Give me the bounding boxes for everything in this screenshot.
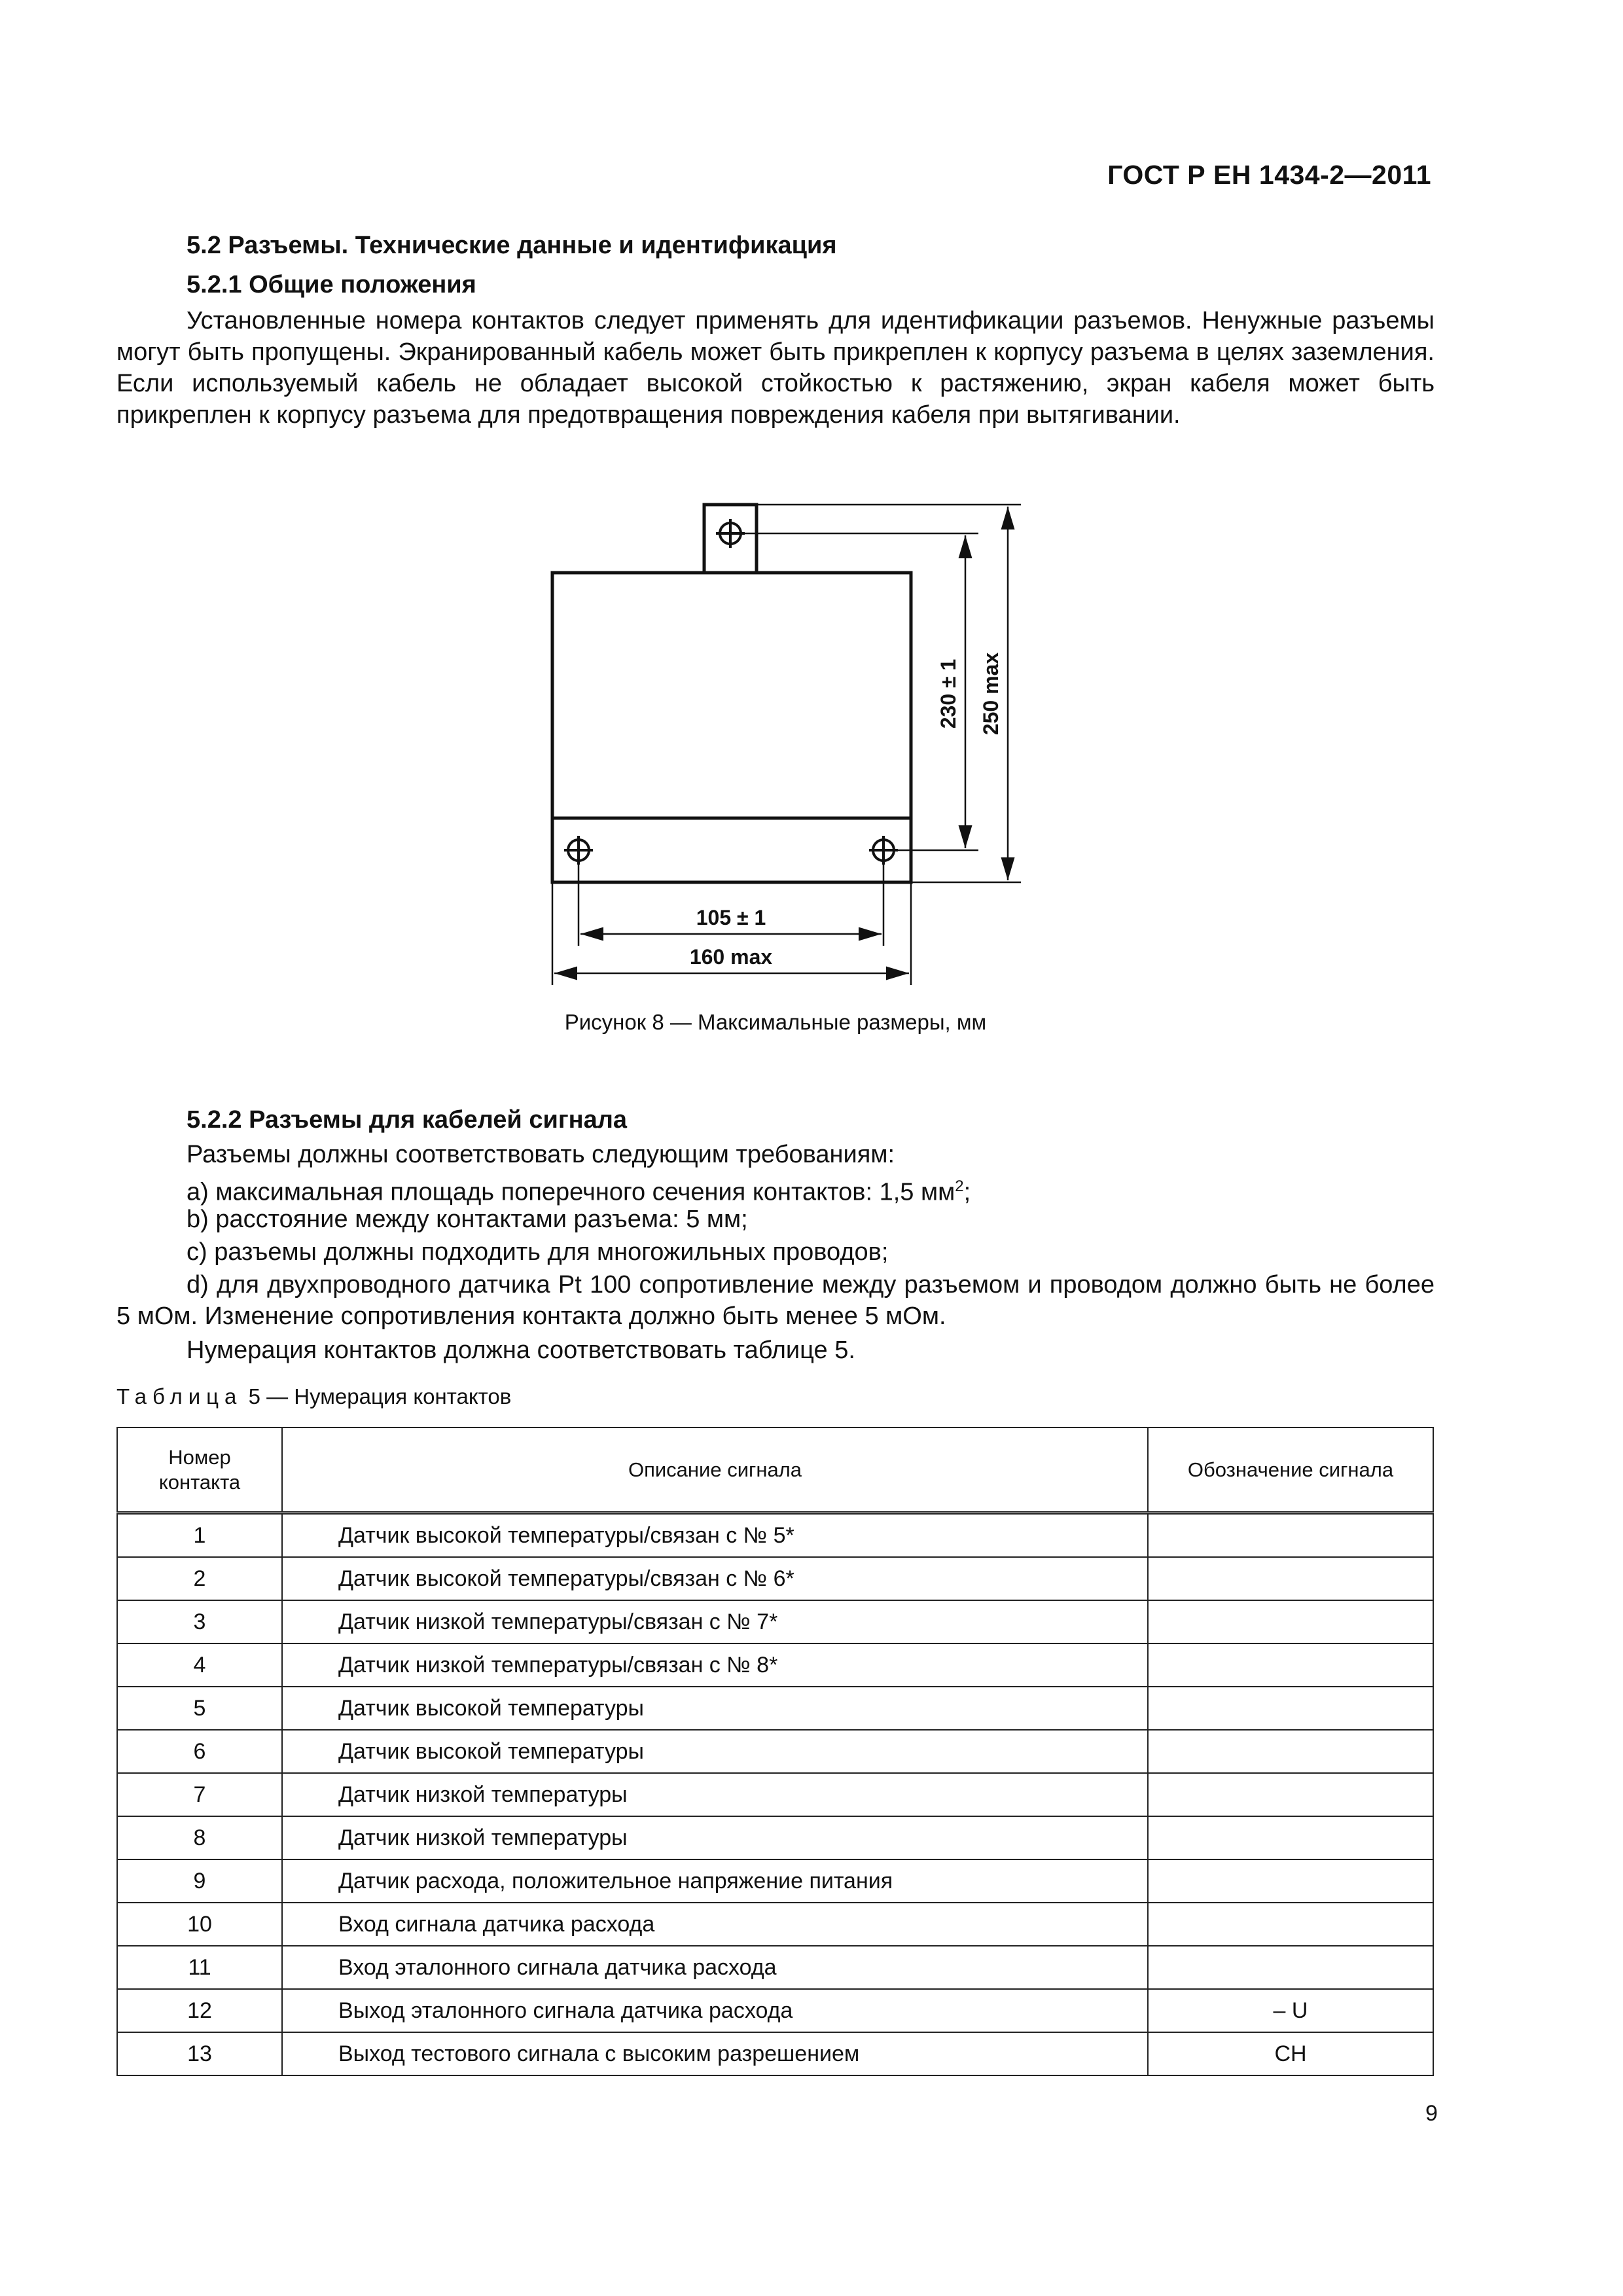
left-hole-icon bbox=[564, 836, 593, 865]
contact-number-cell: 10 bbox=[117, 1903, 282, 1946]
width-dim-label: 105 ± 1 bbox=[696, 906, 766, 929]
general-paragraph-text: Установленные номера контактов следует применять для идентификации разъемов. Ненужные разъемы могут быть пропущены. Экранированный кабель может быть прикреплен к корпусу разъема в целях заземления. Если используемый кабель не обладает высокой стойкостью к растяжению, экран кабеля может быть прикреплен к корпусу разъема для предотвращения повреждения кабеля при вытягивании. bbox=[116, 307, 1435, 429]
table-label: Таблица bbox=[116, 1384, 243, 1408]
signal-description-cell: Датчик низкой температуры bbox=[282, 1773, 1148, 1816]
table-header-row bbox=[117, 1427, 1433, 1513]
height-dim-label: 230 ± 1 bbox=[936, 658, 960, 729]
subsection-title-signal-connectors: 5.2.2 Разъемы для кабелей сигнала bbox=[187, 1106, 628, 1134]
page-number: 9 bbox=[1425, 2101, 1438, 2126]
device-body bbox=[552, 573, 911, 882]
contact-number-cell: 13 bbox=[117, 2032, 282, 2075]
signal-code-cell bbox=[1148, 1946, 1433, 1989]
requirement-c: с) разъемы должны подходить для многожильных проводов; bbox=[187, 1238, 889, 1266]
signal-code-cell bbox=[1148, 1643, 1433, 1687]
column-header-number: Номер контакта bbox=[117, 1427, 282, 1513]
table-row bbox=[117, 1859, 1433, 1903]
contact-number-cell: 8 bbox=[117, 1816, 282, 1859]
requirement-a-superscript: 2 bbox=[955, 1177, 964, 1195]
signal-description-cell: Датчик высокой температуры/связан с № 6* bbox=[282, 1557, 1148, 1600]
signal-code-cell bbox=[1148, 1687, 1433, 1730]
signal-code-cell bbox=[1148, 1816, 1433, 1859]
signal-code-cell bbox=[1148, 1513, 1433, 1558]
signal-description-cell: Выход эталонного сигнала датчика расхода bbox=[282, 1989, 1148, 2032]
contact-number-cell: 7 bbox=[117, 1773, 282, 1816]
section-title: 5.2 Разъемы. Технические данные и идентификация bbox=[187, 232, 837, 259]
signal-code-cell bbox=[1148, 1773, 1433, 1816]
contact-number-cell: 4 bbox=[117, 1643, 282, 1687]
signal-description-cell: Датчик высокой температуры/связан с № 5* bbox=[282, 1513, 1148, 1558]
figure-caption: Рисунок 8 — Максимальные размеры, мм bbox=[564, 1010, 987, 1034]
requirement-d bbox=[116, 1269, 1435, 1332]
signal-code-cell bbox=[1148, 1600, 1433, 1643]
signal-code-cell: CH bbox=[1148, 2032, 1433, 2075]
signal-code-cell bbox=[1148, 1903, 1433, 1946]
signal-description-cell: Вход эталонного сигнала датчика расхода bbox=[282, 1946, 1148, 1989]
table-row bbox=[117, 1730, 1433, 1773]
table-caption bbox=[116, 1384, 511, 1409]
signal-description-cell: Датчик расхода, положительное напряжение питания bbox=[282, 1859, 1148, 1903]
requirements-intro: Разъемы должны соответствовать следующим требованиям: bbox=[187, 1141, 895, 1168]
signal-code-cell bbox=[1148, 1557, 1433, 1600]
contact-number-cell: 6 bbox=[117, 1730, 282, 1773]
signal-description-cell: Датчик высокой температуры bbox=[282, 1687, 1148, 1730]
contact-number-cell: 1 bbox=[117, 1513, 282, 1558]
table-row bbox=[117, 1903, 1433, 1946]
numbering-note: Нумерация контактов должна соответствовать таблице 5. bbox=[187, 1336, 855, 1364]
dimension-drawing bbox=[0, 0, 1623, 995]
table-row bbox=[117, 2032, 1433, 2075]
column-header-description: Описание сигнала bbox=[282, 1427, 1148, 1513]
signal-description-cell: Датчик высокой температуры bbox=[282, 1730, 1148, 1773]
column-header-code: Обозначение сигнала bbox=[1148, 1427, 1433, 1513]
right-hole-icon bbox=[869, 836, 898, 865]
table-title-text: 5 — Нумерация контактов bbox=[248, 1384, 512, 1408]
width-max-dim-label: 160 max bbox=[689, 945, 773, 969]
requirement-a-end: ; bbox=[963, 1178, 971, 1206]
requirement-a bbox=[187, 1171, 971, 1208]
signal-description-cell: Вход сигнала датчика расхода bbox=[282, 1903, 1148, 1946]
contact-number-cell: 3 bbox=[117, 1600, 282, 1643]
signal-description-cell: Датчик низкой температуры/связан с № 7* bbox=[282, 1600, 1148, 1643]
contact-number-cell: 9 bbox=[117, 1859, 282, 1903]
height-max-dim-label: 250 max bbox=[979, 652, 1003, 736]
signal-code-cell: – U bbox=[1148, 1989, 1433, 2032]
signal-code-cell bbox=[1148, 1859, 1433, 1903]
requirement-d-text: d) для двухпроводного датчика Pt 100 сопротивление между разъемом и проводом должно быть не более 5 мОм. Изменение сопротивления контакта должно быть менее 5 мОм. bbox=[116, 1271, 1435, 1330]
contact-number-cell: 5 bbox=[117, 1687, 282, 1730]
contact-number-cell: 2 bbox=[117, 1557, 282, 1600]
signal-description-cell: Датчик низкой температуры/связан с № 8* bbox=[282, 1643, 1148, 1687]
contact-number-cell: 12 bbox=[117, 1989, 282, 2032]
table-row bbox=[117, 1643, 1433, 1687]
requirement-a-text: а) максимальная площадь поперечного сечения контактов: 1,5 мм bbox=[187, 1178, 955, 1206]
signal-code-cell bbox=[1148, 1730, 1433, 1773]
table-row bbox=[117, 1989, 1433, 2032]
table-row bbox=[117, 1513, 1433, 1558]
signal-description-cell: Датчик низкой температуры bbox=[282, 1816, 1148, 1859]
table-row bbox=[117, 1946, 1433, 1989]
table-row bbox=[117, 1773, 1433, 1816]
table-body bbox=[117, 1513, 1433, 2076]
table-row bbox=[117, 1600, 1433, 1643]
table-row bbox=[117, 1557, 1433, 1600]
subsection-title-general: 5.2.1 Общие положения bbox=[187, 271, 476, 298]
table-row bbox=[117, 1687, 1433, 1730]
standard-code-header: ГОСТ Р ЕН 1434-2—2011 bbox=[1107, 160, 1431, 190]
signal-description-cell: Выход тестового сигнала с высоким разрешением bbox=[282, 2032, 1148, 2075]
contact-number-cell: 11 bbox=[117, 1946, 282, 1989]
table-row bbox=[117, 1816, 1433, 1859]
requirement-b: b) расстояние между контактами разъема: 5 мм; bbox=[187, 1206, 748, 1233]
contacts-table bbox=[116, 1427, 1434, 2076]
